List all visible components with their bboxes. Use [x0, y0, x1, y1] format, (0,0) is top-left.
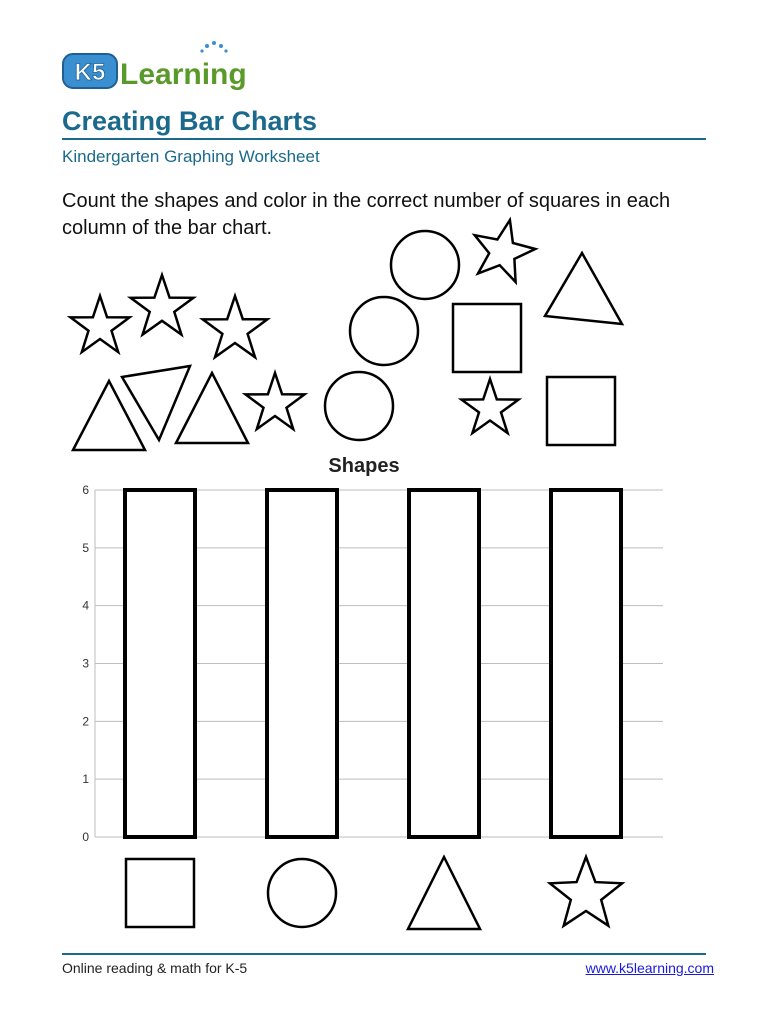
circle-icon [350, 297, 418, 365]
bar-square[interactable] [125, 490, 195, 837]
footer-divider [62, 953, 706, 955]
svg-text:Learning: Learning [120, 58, 247, 91]
header-divider [62, 138, 706, 140]
y-tick-label: 5 [82, 540, 89, 555]
footer-tagline: Online reading & math for K-5 [62, 960, 248, 976]
square-icon [126, 859, 194, 927]
triangle-icon [73, 381, 145, 450]
bar-triangle[interactable] [409, 490, 479, 837]
instructions-text: Count the shapes and color in the correct number of squares in each column of the bar chart. [62, 190, 671, 239]
y-tick-label: 2 [82, 714, 89, 729]
triangle-icon [176, 373, 248, 443]
triangle-icon [408, 857, 480, 929]
star-icon [550, 857, 622, 926]
svg-text:K5: K5 [74, 59, 106, 86]
triangle-icon [545, 253, 622, 324]
bar-star[interactable] [551, 490, 621, 837]
y-tick-label: 1 [82, 772, 89, 787]
k5-learning-logo [62, 40, 262, 96]
y-axis-ticks [82, 483, 89, 844]
y-tick-label: 4 [82, 598, 89, 613]
y-tick-label: 3 [82, 656, 89, 671]
category-icons [0, 840, 768, 950]
star-icon [462, 379, 519, 433]
square-icon [453, 304, 521, 372]
star-icon [203, 296, 268, 357]
bar-chart [0, 470, 768, 850]
star-icon [71, 296, 130, 352]
chart-title: Shapes [328, 455, 400, 477]
website-link[interactable]: www.k5learning.com [585, 960, 714, 976]
star-icon [246, 373, 305, 429]
y-tick-label: 0 [82, 830, 89, 844]
page-subtitle: Kindergarten Graphing Worksheet [62, 147, 320, 166]
triangle-icon [122, 366, 190, 440]
square-icon [547, 377, 615, 445]
bar-circle[interactable] [267, 490, 337, 837]
star-icon [131, 275, 194, 335]
circle-icon [325, 372, 393, 440]
page-title: Creating Bar Charts [62, 106, 318, 136]
circle-icon [268, 859, 336, 927]
y-tick-label: 6 [82, 483, 89, 497]
